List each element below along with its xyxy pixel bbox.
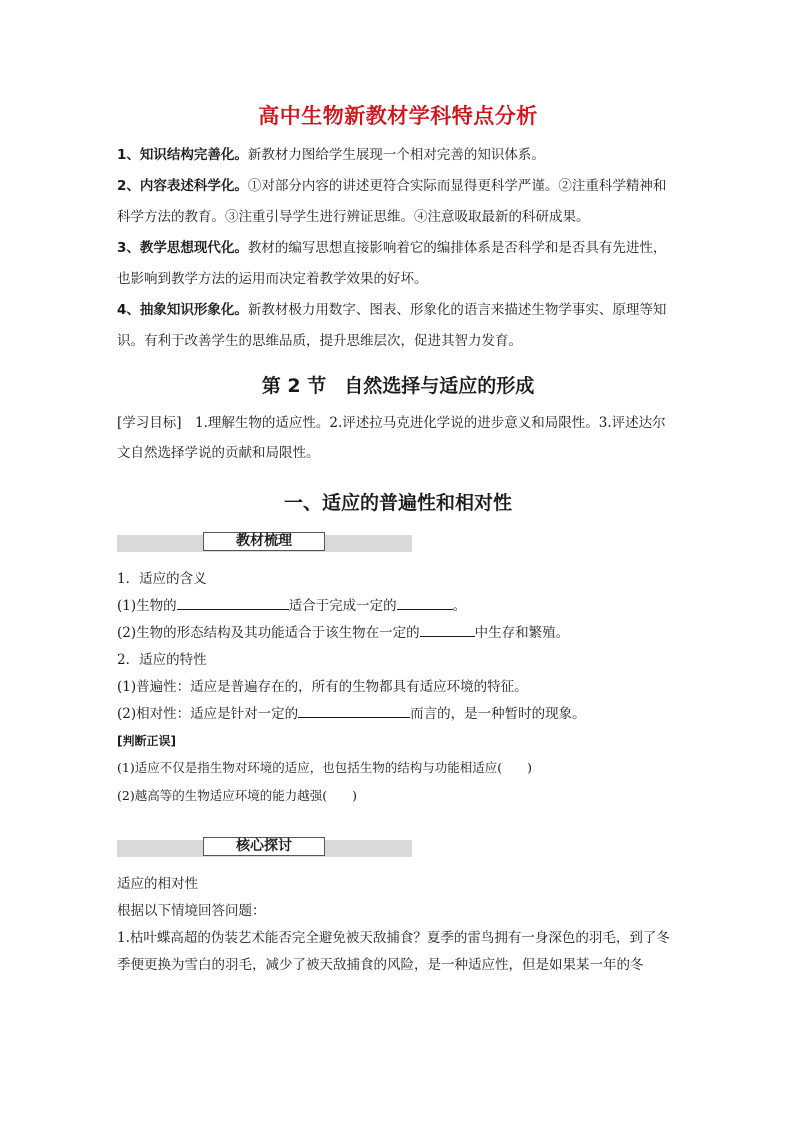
textbook-review-label: 教材梳理 [203,532,325,551]
meaning-2-b: 中生存和繁殖。 [474,625,570,641]
feature-2-b: 而言的，是一种暂时的现象。 [410,706,586,722]
point-3-head: 3、教学思想现代化。 [117,240,248,256]
section-bar-core [117,840,412,857]
point-1-head: 1、知识结构完善化。 [117,147,248,163]
point-4-text: 新教材极力用数字、图表、形象化的语言来描述生物学事实、原理等知识。有利于改善学生的思维品质，提升思维层次，促进其智力发育。 [117,302,667,349]
fill-blank [177,594,289,610]
feature-2 [117,701,679,728]
point-3 [117,233,679,295]
part1-heading: 一、适应的普遍性和相对性 [283,492,512,514]
core-discussion-label: 核心探讨 [203,837,325,856]
document-page [117,100,679,979]
learning-goals: [学习目标] 1.理解生物的适应性。2.评述拉马克进化学说的进步意义和局限性。3.评述达尔文自然选择学说的贡献和局限性。 [117,415,666,461]
prompt: 根据以下情境回答问题： [117,903,266,919]
relative-title: 适应的相对性 [117,876,198,892]
point-2-head: 2、内容表述科学化。 [117,178,248,194]
point-2 [117,171,679,233]
fill-blank [397,594,453,610]
feature-2-a: (2)相对性：适应是针对一定的 [117,706,299,722]
document-title: 高中生物新教材学科特点分析 [258,104,538,128]
section-number: 第 2 节 [261,375,327,397]
point-4 [117,295,679,357]
meaning-1 [117,593,679,620]
fill-blank [298,702,410,718]
meaning-2 [117,620,679,647]
meaning-1-a: (1)生物的 [117,598,177,614]
section-heading [117,371,679,398]
section-bar-textbook [117,535,412,552]
judge-title: [判断正误] [117,734,176,748]
point-4-head: 4、抽象知识形象化。 [117,302,248,318]
point-1 [117,140,679,171]
meaning-1-b: 适合于完成一定的 [288,598,397,614]
fill-blank [420,621,475,637]
judge-1: (1)适应不仅是指生物对环境的适应，也包括生物的结构与功能相适应( ) [117,760,532,775]
feature-title: 2．适应的特性 [117,652,207,668]
point-3-text: 教材的编写思想直接影响着它的编排体系是否科学和是否具有先进性，也影响到教学方法的运用而决定着教学效果的好坏。 [117,240,667,287]
section-name: 自然选择与适应的形成 [344,375,535,397]
feature-1: (1)普遍性：适应是普遍存在的，所有的生物都具有适应环境的特征。 [117,679,528,695]
meaning-2-a: (2)生物的形态结构及其功能适合于该生物在一定的 [117,625,420,641]
meaning-title: 1．适应的含义 [117,571,207,587]
point-1-text: 新教材力图给学生展现一个相对完善的知识体系。 [247,147,545,163]
point-2-text: ①对部分内容的讲述更符合实际而显得更科学严谨。②注重科学精神和科学方法的教育。③注重引导学生进行辨证思维。④注意吸取最新的科研成果。 [117,178,667,225]
question-1: 1.枯叶蝶高超的伪装艺术能否完全避免被天敌捕食？夏季的雷鸟拥有一身深色的羽毛，到了冬季便更换为雪白的羽毛，减少了被天敌捕食的风险，是一种适应性，但是如果某一年的冬 [117,930,670,973]
judge-2: (2)越高等的生物适应环境的能力越强( ) [117,788,357,803]
meaning-1-c: 。 [452,598,467,614]
